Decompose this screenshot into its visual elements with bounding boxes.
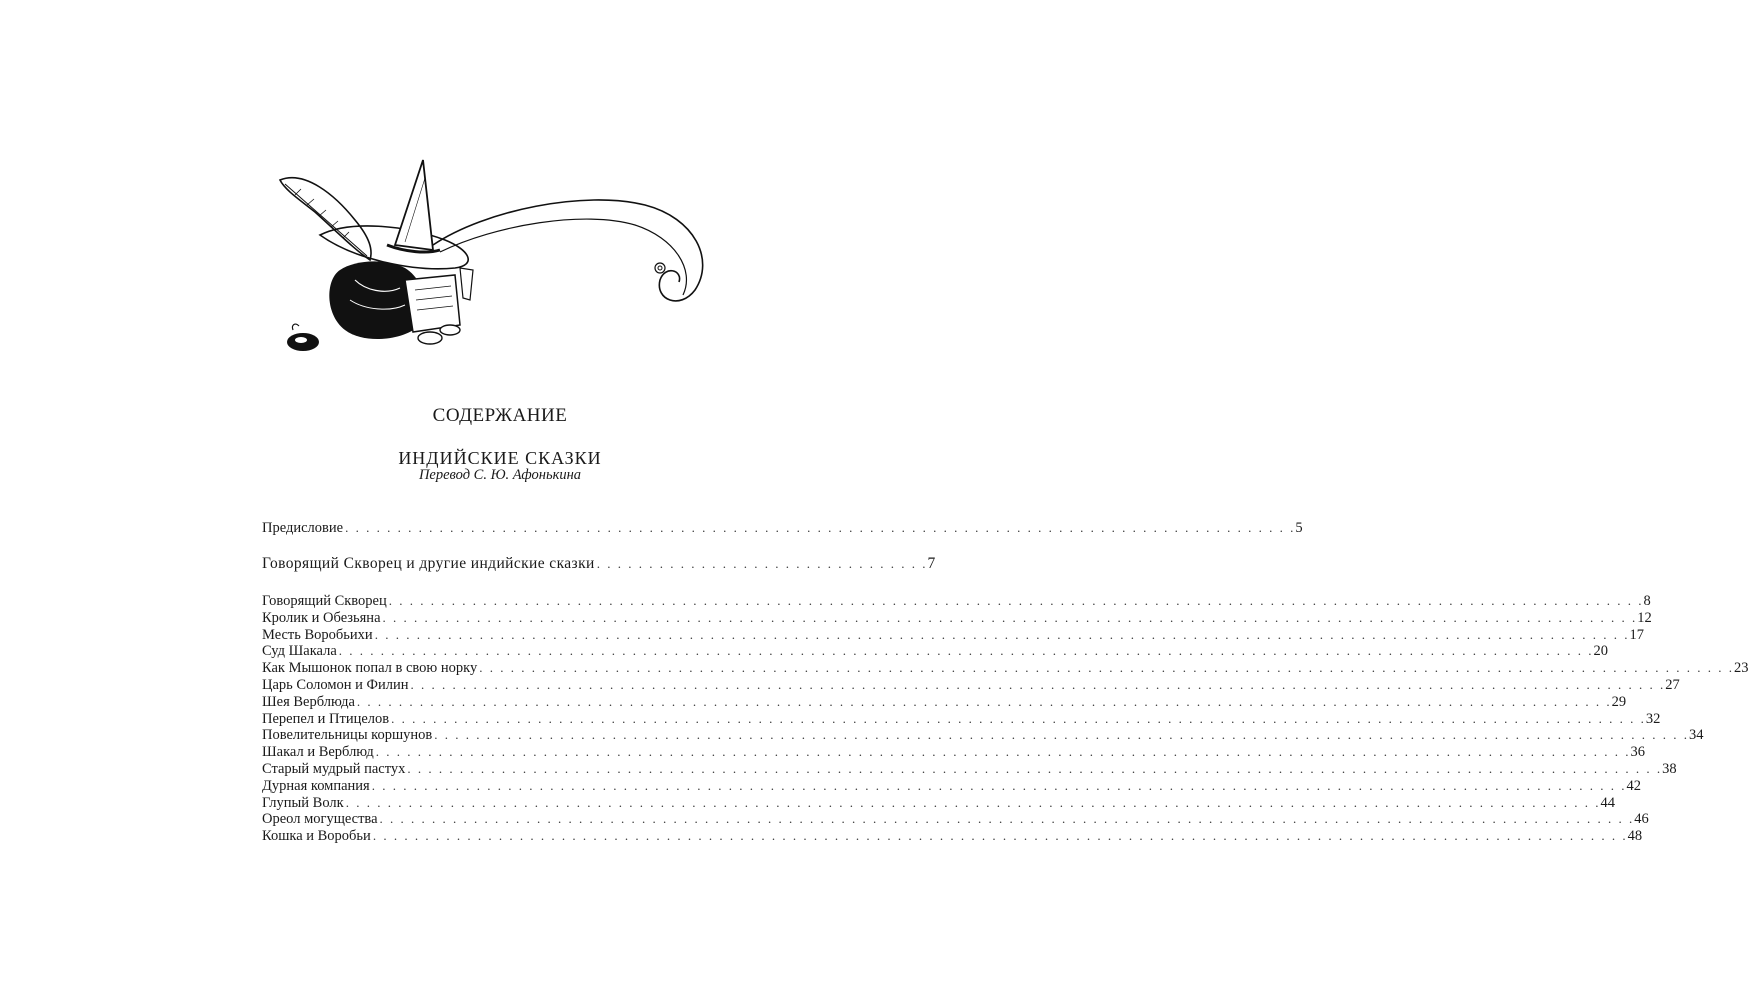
toc-dot-leader: . . . . . . . . . . . . . . . . . . . . . . . . . . . . . . . . . . . . . . . . . . . . . . . . . . . . . . . . . . . . . . . . . . . . . . . . . . . . . . . . . . . . . . . . . . . . . . . . . . . . . . . . . . . . . . . . . . . . . . . . bbox=[391, 710, 1646, 726]
toc-dot-leader: . . . . . . . . . . . . . . . . . . . . . . . . . . . . . . . . . . . . . . . . . . . . . . . . . . . . . . . . . . . . . . . . . . . . . . . . . . . . . . . . . . . . . . . . . . . . . . . . . . . . . . . . . . . . . . . . . . . . . . . . bbox=[374, 626, 1630, 642]
toc-title: Шакал и Верблюд bbox=[262, 744, 374, 761]
section-heading: ИНДИЙСКИЕ СКАЗКИ bbox=[398, 448, 602, 468]
toc-page: 8 bbox=[1643, 593, 1651, 609]
toc-title: Глупый Волк bbox=[262, 794, 344, 811]
toc-title: Перепел и Птицелов bbox=[262, 710, 390, 727]
toc-title: Кролик и Обезьяна bbox=[262, 609, 381, 626]
toc-dot-leader: . . . . . . . . . . . . . . . . . . . . . . . . . . . . . . . . . . . . . . . . . . . . . . . . . . . . . . . . . . . . . . . . . . . . . . . . . . . . . . . . . . . . . . . . . . . . . . . . . . . . . . . . . . . . . . . . . . . . . . . . bbox=[434, 727, 1690, 743]
toc-dot-leader: . . . . . . . . . . . . . . . . . . . . . . . . . . . . . . . . . . . . . . . . . . . . . . . . . . . . . . . . . . . . . . . . . . . . . . . . . . . . . . . . . . . . . . . . . . . . . . . . . . . . . . . . . . . . . . . . . . . . . . . . bbox=[388, 593, 1644, 608]
toc-page: 42 bbox=[1626, 777, 1641, 794]
toc-row-preface[interactable] bbox=[262, 520, 1303, 538]
toc-page: 27 bbox=[1665, 677, 1680, 693]
toc-title: Как Мышонок попал в свою норку bbox=[262, 660, 478, 677]
contents-heading: СОДЕРЖАНИЕ bbox=[432, 405, 568, 426]
toc-dot-leader: . . . . . . . . . . . . . . . . . . . . . . . . . . . . . . . . . . . . . . . . . . . . . . . . . . . . . . . . . . . . . . . . . . . . . . . . . . . . . . . . . . . . . . . . . . . . . . . . . . . . . . . . . . . . . . . . . . . . . . . . bbox=[345, 794, 1601, 810]
toc-title: Ореол могущества bbox=[262, 811, 378, 828]
toc-page: 34 bbox=[1689, 727, 1704, 744]
toc-dot-leader: . . . . . . . . . . . . . . . . . . . . . . . . . . . . . . . . . . . . . . . . . . . . . . . . . . . . . . . . . . . . . . . . . . . . . . . . . . . . . . . . . . . . . . . . . . . . . . . . . . . . . . . . . . . . . . . . . . . . . . . . bbox=[338, 643, 1594, 659]
toc-title: Кошка и Воробьи bbox=[262, 828, 371, 845]
toc-title: Говорящий Скворец и другие индийские сказки bbox=[262, 555, 595, 572]
toc-row[interactable] bbox=[262, 710, 1661, 729]
toc-page: 20 bbox=[1593, 643, 1609, 660]
toc-row[interactable] bbox=[262, 660, 1748, 678]
toc-title: Повелительницы коршунов bbox=[262, 727, 433, 744]
toc-page: 48 bbox=[1627, 828, 1643, 845]
toc-row[interactable] bbox=[262, 761, 1677, 779]
toc-page: 29 bbox=[1611, 693, 1627, 710]
toc-row[interactable] bbox=[262, 593, 1651, 611]
toc-title: Шея Верблюда bbox=[262, 693, 355, 710]
toc-row[interactable] bbox=[262, 828, 1643, 846]
toc-page: 46 bbox=[1634, 811, 1649, 828]
toc-dot-leader: . . . . . . . . . . . . . . . . . . . . . . . . . . . . . . . . . . . . . . . . . . . . . . . . . . . . . . . . . . . . . . . . . . . . . . . . . . . . . . . . . . . . . . . . . . . . . . . . . . . . . . . . . . . . . . . . . . . . . . . . bbox=[379, 811, 1635, 827]
toc-dot-leader: . . . . . . . . . . . . . . . . . . . . . . . . . . . . . . . . . . . . . . . . . . . . . . . . . . . . . . . . . . . . . . . . . . . . . . . . . . . . . . . . . . . . . . . . . . . . . . . . . . . . . . . . . . . . . . . . . . . . . . . . bbox=[356, 693, 1612, 709]
toc-title: Дурная компания bbox=[262, 777, 370, 794]
wizard-illustration bbox=[255, 150, 725, 370]
toc-page: 17 bbox=[1629, 626, 1644, 643]
toc-page: 23 bbox=[1733, 660, 1748, 677]
toc-row[interactable] bbox=[262, 609, 1652, 628]
toc-page: 7 bbox=[927, 555, 936, 572]
toc-dot-leader: . . . . . . . . . . . . . . . . . . . . . . . . . . . . . . . . . . . . . . . . . . . . . . . . . . . . . . . . . . . . . . . . . . . . . . . . . . . . . . . . . . . . . . . . . . . bbox=[345, 520, 1296, 535]
toc-row[interactable] bbox=[262, 744, 1646, 762]
toc-dot-leader: . . . . . . . . . . . . . . . . . . . . . . . . . . . . . . . . . . . . . . . . . . . . . . . . . . . . . . . . . . . . . . . . . . . . . . . . . . . . . . . . . . . . . . . . . . . . . . . . . . . . . . . . . . . . . . . . . . . . . . . . bbox=[382, 609, 1638, 625]
toc-title: Месть Воробьихи bbox=[262, 626, 373, 643]
toc-page: 38 bbox=[1662, 761, 1677, 777]
toc-row[interactable] bbox=[262, 626, 1644, 645]
toc-dot-leader: . . . . . . . . . . . . . . . . . . . . . . . . . . . . . . . . . . . . . . . . . . . . . . . . . . . . . . . . . . . . . . . . . . . . . . . . . . . . . . . . . . . . . . . . . . . . . . . . . . . . . . . . . . . . . . . . . . . . . . . . bbox=[407, 761, 1663, 776]
toc-title: Старый мудрый пастух bbox=[262, 761, 406, 777]
toc-title: Говорящий Скворец bbox=[262, 593, 387, 609]
toc-row-collection[interactable] bbox=[262, 555, 936, 573]
toc-page: 12 bbox=[1637, 609, 1652, 626]
toc-page: 32 bbox=[1645, 710, 1661, 727]
toc-dot-leader: . . . . . . . . . . . . . . . . . . . . . . . . . . . . . . . . . . . . . . . . . . . . . . . . . . . . . . . . . . . . . . . . . . . . . . . . . . . . . . . . . . . . . . . . . . . . . . . . . . . . . . . . . . . . . . . . . . . . . . . . bbox=[410, 677, 1666, 692]
toc-page: 5 bbox=[1295, 520, 1303, 536]
toc-row[interactable] bbox=[262, 693, 1627, 712]
toc-row[interactable] bbox=[262, 794, 1615, 813]
translator-credit: Перевод С. Ю. Афонькина bbox=[418, 467, 582, 483]
toc-dot-leader: . . . . . . . . . . . . . . . . . . . . . . . . . . . . . . . . . . . . . . . . . . . . . . . . . . . . . . . . . . . . . . . . . . . . . . . . . . . . . . . . . . . . . . . . . . . . . . . . . . . . . . . . . . . . . . . . . . . . . . . . bbox=[371, 777, 1627, 793]
toc-title: Царь Соломон и Филин bbox=[262, 677, 409, 693]
toc-dot-leader: . . . . . . . . . . . . . . . . . . . . . . . . . . . . . . . . bbox=[596, 556, 928, 571]
toc-dot-leader: . . . . . . . . . . . . . . . . . . . . . . . . . . . . . . . . . . . . . . . . . . . . . . . . . . . . . . . . . . . . . . . . . . . . . . . . . . . . . . . . . . . . . . . . . . . . . . . . . . . . . . . . . . . . . . . . . . . . . . . . bbox=[479, 660, 1734, 676]
toc-row[interactable] bbox=[262, 811, 1649, 829]
toc-dot-leader: . . . . . . . . . . . . . . . . . . . . . . . . . . . . . . . . . . . . . . . . . . . . . . . . . . . . . . . . . . . . . . . . . . . . . . . . . . . . . . . . . . . . . . . . . . . . . . . . . . . . . . . . . . . . . . . . . . . . . . . . bbox=[375, 744, 1631, 760]
toc-row[interactable] bbox=[262, 643, 1609, 661]
toc-page: 36 bbox=[1630, 744, 1646, 761]
toc-row[interactable] bbox=[262, 677, 1680, 695]
toc-page: 44 bbox=[1600, 794, 1615, 811]
toc-row[interactable] bbox=[262, 777, 1641, 796]
toc-row[interactable] bbox=[262, 727, 1704, 745]
toc-dot-leader: . . . . . . . . . . . . . . . . . . . . . . . . . . . . . . . . . . . . . . . . . . . . . . . . . . . . . . . . . . . . . . . . . . . . . . . . . . . . . . . . . . . . . . . . . . . . . . . . . . . . . . . . . . . . . . . . . . . . . . . . bbox=[372, 828, 1628, 844]
toc-title: Предисловие bbox=[262, 520, 344, 536]
toc-title: Суд Шакала bbox=[262, 643, 337, 660]
